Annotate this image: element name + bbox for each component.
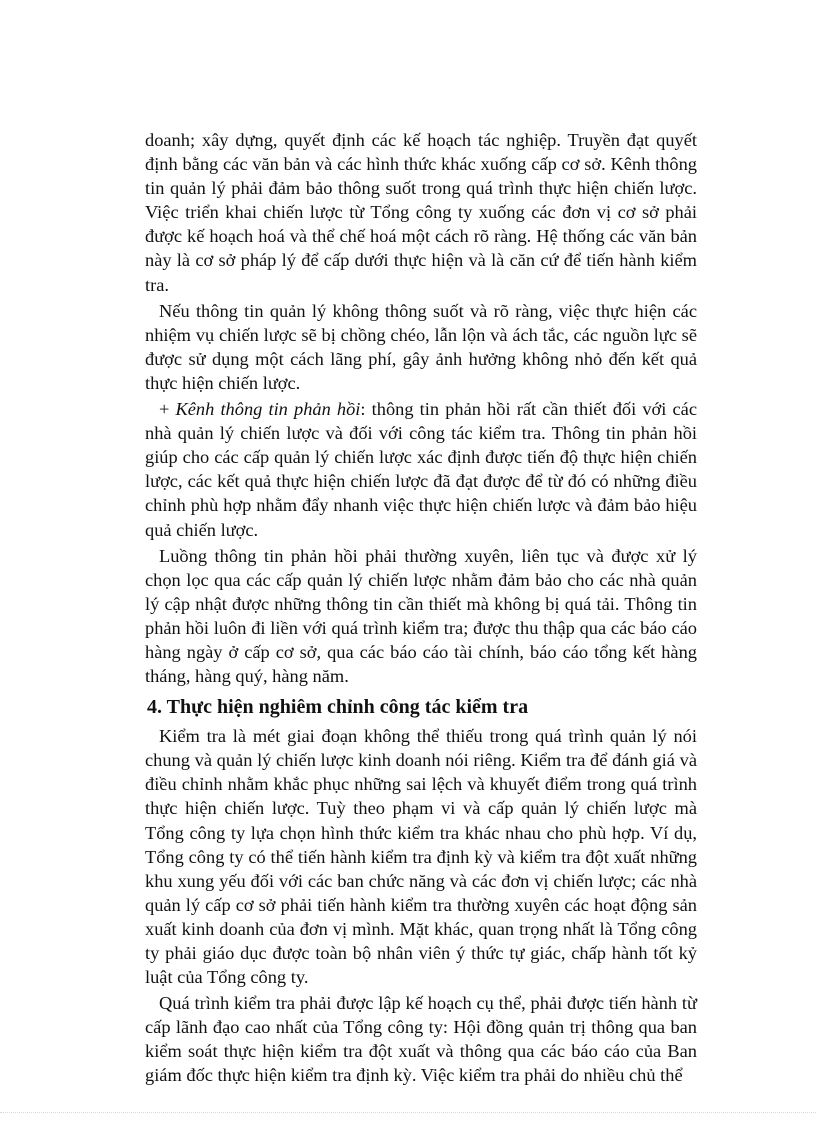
paragraph-6: Quá trình kiểm tra phải được lập kế hoạch cụ thể, phải được tiến hành từ cấp lãnh đạo cao nhất của Tổng công ty: Hội đồng quản trị thông qua ban kiểm soát thực hiện kiểm tra đột xuất và thông qua các báo cáo của Ban giám đốc thực hiện kiểm tra định kỳ. Việc kiểm tra phải do nhiều chủ thể — [145, 993, 697, 1086]
paragraph-3-italic-lead: Kênh thông tin phản hồi — [175, 399, 361, 420]
page-bottom-border — [0, 1112, 816, 1113]
paragraph-1: doanh; xây dựng, quyết định các kế hoạch tác nghiệp. Truyền đạt quyết định bằng các văn bản và các hình thức khác xuống cấp cơ sở. Kênh thông tin quản lý phải đảm bảo thông suốt trong quá trình thực hiện chiến lược. Việc triển khai chiến lược từ Tổng công ty xuống các đơn vị cơ sở phải được kế hoạch hoá và thể chế hoá một cách rõ ràng. Hệ thống các văn bản này là cơ sở pháp lý để cấp dưới thực hiện và là căn cứ để tiến hành kiểm tra. — [145, 130, 697, 295]
section-heading: 4. Thực hiện nghiêm chỉnh công tác kiểm tra — [147, 696, 529, 719]
paragraph-3-body: : thông tin phản hồi rất cần thiết đối với các nhà quản lý chiến lược và đối với công tác kiểm tra. Thông tin phản hồi giúp cho các cấp quản lý chiến lược xác định được tiến độ thực hiện chiến lược, các kết quả thực hiện chiến lược đã đạt được để từ đó có những điều chỉnh phù hợp nhằm đẩy nhanh việc thực hiện chiến lược và đảm bảo hiệu quả chiến lược. — [145, 399, 697, 540]
paragraph-2: Nếu thông tin quản lý không thông suốt và rõ ràng, việc thực hiện các nhiệm vụ chiến lược sẽ bị chồng chéo, lẫn lộn và ách tắc, các nguồn lực sẽ được sử dụng một cách lãng phí, gây ảnh hưởng không nhỏ đến kết quả thực hiện chiến lược. — [145, 300, 697, 393]
paragraph-3 — [145, 397, 697, 542]
paragraph-3-prefix: + — [159, 399, 176, 420]
paragraph-5: Kiểm tra là mét giai đoạn không thể thiếu trong quá trình quản lý nói chung và quản lý chiến lược kinh doanh nói riêng. Kiểm tra để đánh giá và điều chỉnh nhằm khắc phục những sai lệch và khuyết điểm trong quá trình thực hiện chiến lược. Tuỳ theo phạm vi và cấp quản lý chiến lược mà Tổng công ty lựa chọn hình thức kiểm tra khác nhau cho phù hợp. Ví dụ, Tổng công ty có thể tiến hành kiểm tra định kỳ và kiểm tra đột xuất những khu xung yếu đối với các ban chức năng và các đơn vị chiến lược; các nhà quản lý cấp cơ sở phải tiến hành kiểm tra thường xuyên các hoạt động sản xuất kinh doanh của đơn vị mình. Mặt khác, quan trọng nhất là Tổng công ty phải giáo dục được toàn bộ nhân viên ý thức tự giác, chấp hành tốt kỷ luật của Tổng công ty. — [145, 726, 697, 988]
document-page — [145, 128, 697, 1090]
paragraph-4: Luồng thông tin phản hồi phải thường xuyên, liên tục và được xử lý chọn lọc qua các cấp quản lý chiến lược nhằm đảm bảo cho các nhà quản lý cập nhật được những thông tin cần thiết mà không bị quá tải. Thông tin phản hồi luôn đi liền với quá trình kiểm tra; được thu thập qua các báo cáo hàng ngày ở cấp cơ sở, qua các báo cáo tài chính, báo cáo tổng kết hàng tháng, hàng quý, hàng năm. — [145, 545, 697, 687]
